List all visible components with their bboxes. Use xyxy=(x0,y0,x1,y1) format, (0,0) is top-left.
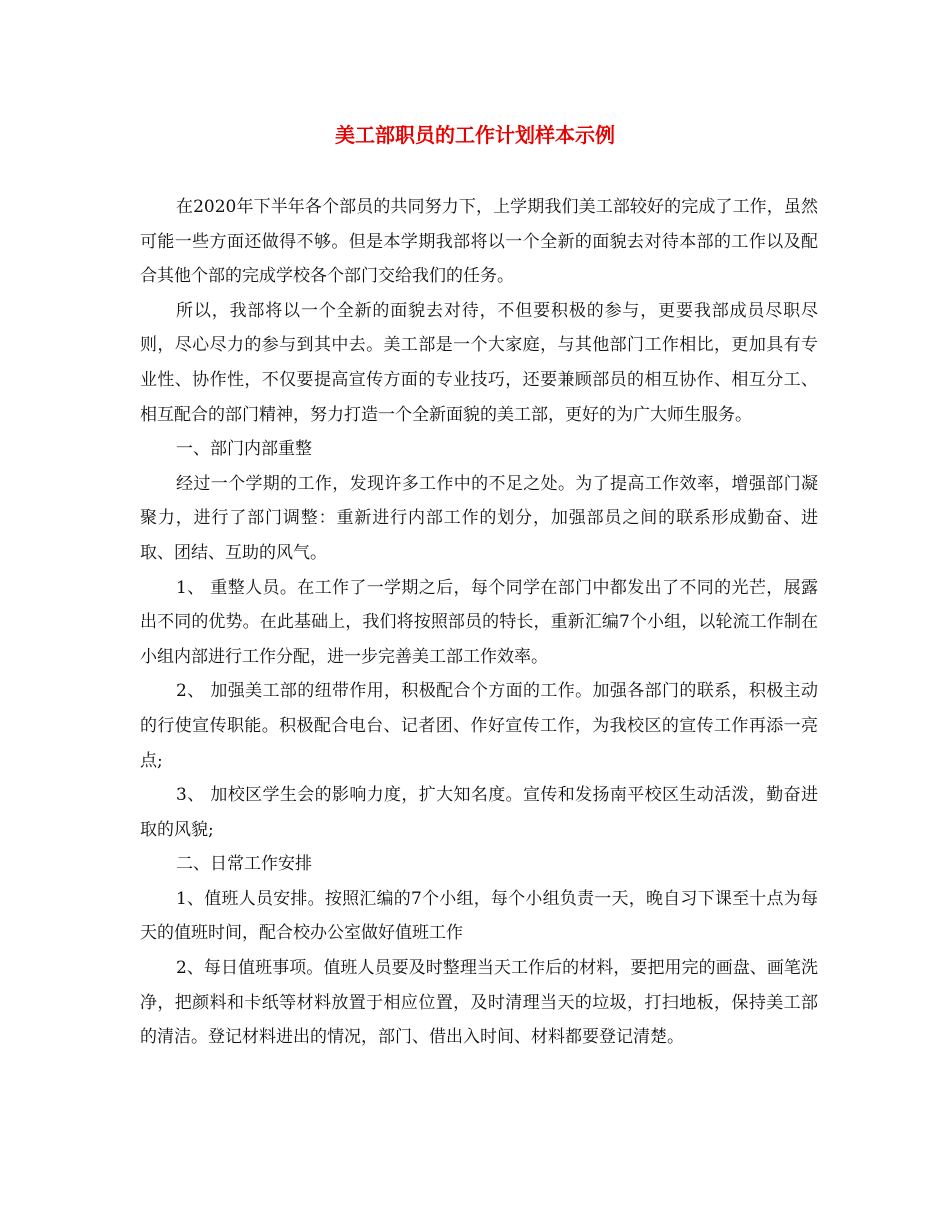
list-item-duty-1: 1、值班人员安排。按照汇编的7个小组，每个小组负责一天，晚自习下课至十点为每天的值班时间，配合校办公室做好值班工作 xyxy=(140,888,818,944)
section-heading-1: 一、部门内部重整 xyxy=(176,439,312,460)
document-title: 美工部职员的工作计划样本示例 xyxy=(335,123,615,147)
list-item-2: 2、 加强美工部的纽带作用，积极配合个方面的工作。加强各部门的联系，积极主动的行使宣传职能。积极配合电台、记者团、作好宣传工作，为我校区的宣传工作再添一亮点; xyxy=(140,681,818,771)
document-body xyxy=(140,190,818,1055)
list-item-duty-2: 2、每日值班事项。值班人员要及时整理当天工作后的材料，要把用完的画盘、画笔洗净，把颜料和卡纸等材料放置于相应位置，及时清理当天的垃圾，打扫地板，保持美工部的清洁。登记材料进出的情况，部门、借出入时间、材料都要登记清楚。 xyxy=(140,958,818,1048)
paragraph-section-1: 经过一个学期的工作，发现许多工作中的不足之处。为了提高工作效率，增强部门凝聚力，进行了部门调整：重新进行内部工作的划分，加强部员之间的联系形成勤奋、进取、团结、互助的风气。 xyxy=(140,473,818,563)
section-heading-2: 二、日常工作安排 xyxy=(176,854,312,875)
list-item-1: 1、 重整人员。在工作了一学期之后，每个同学在部门中都发出了不同的光芒，展露出不同的优势。在此基础上，我们将按照部员的特长，重新汇编7个小组，以轮流工作制在小组内部进行工作分配，进一步完善美工部工作效率。 xyxy=(140,577,818,667)
paragraph-intro-1: 在2020年下半年各个部员的共同努力下，上学期我们美工部较好的完成了工作，虽然可能一些方面还做得不够。但是本学期我部将以一个全新的面貌去对待本部的工作以及配合其他个部的完成学校各个部门交给我们的任务。 xyxy=(140,197,818,287)
list-item-3: 3、 加校区学生会的影响力度，扩大知名度。宣传和发扬南平校区生动活泼，勤奋进取的风貌; xyxy=(140,785,818,840)
paragraph-intro-2: 所以，我部将以一个全新的面貌去对待，不但要积极的参与，更要我部成员尽职尽则，尽心尽力的参与到其中去。美工部是一个大家庭，与其他部门工作相比，更加具有专业性、协作性，不仅要提高宣传方面的专业技巧，还要兼顾部员的相互协作、相互分工、相互配合的部门精神，努力打造一个全新面貌的美工部，更好的为广大师生服务。 xyxy=(140,300,818,425)
